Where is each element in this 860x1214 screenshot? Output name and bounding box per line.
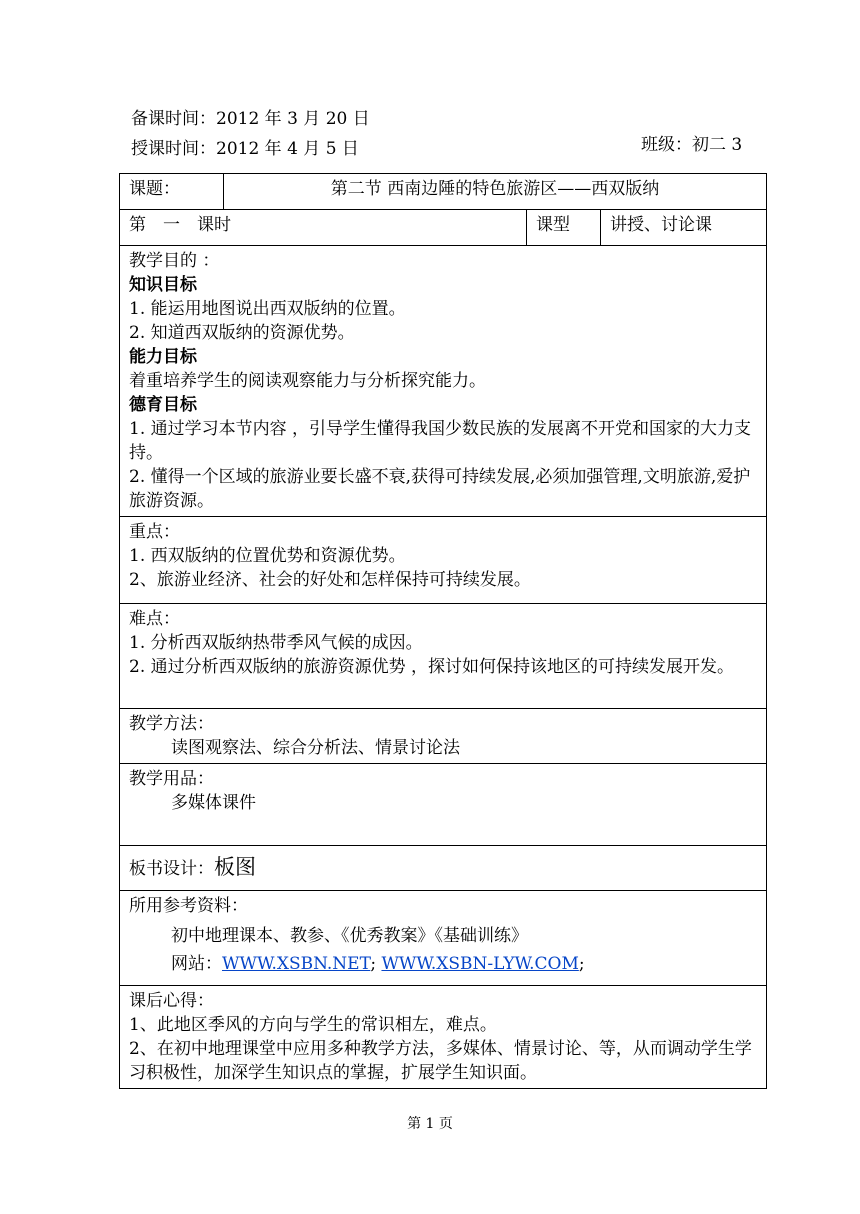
difficulties-heading: 难点： <box>129 609 180 629</box>
key-points-heading: 重点： <box>129 522 180 542</box>
key-points-section <box>120 517 767 604</box>
difficulty-item: 2. 通过分析西双版纳的旅游资源优势 ，探讨如何保持该地区的可持续发展开发。 <box>129 657 735 677</box>
topic-title: 第二节 西南边陲的特色旅游区——西双版纳 <box>224 174 767 210</box>
lesson-plan-table <box>119 173 767 1089</box>
board-value: 板图 <box>214 855 256 879</box>
lesson-number: 第 一 课时 <box>120 210 527 246</box>
website-link-xsbn-lyw[interactable]: WWW.XSBN-LYW.COM <box>381 954 579 974</box>
reflection-item: 2、在初中地理课堂中应用多种教学方法，多媒体、情景讨论、等，从而调动学生学习积极性，加深学生知识点的掌握，扩展学生知识面。 <box>129 1039 752 1083</box>
topic-label: 课题： <box>120 174 224 210</box>
difficulties-section <box>120 604 767 709</box>
references-websites <box>129 952 757 976</box>
prep-date: 备课时间：2012 年 3 月 20 日 <box>131 109 370 129</box>
methods-section <box>120 709 767 764</box>
ability-heading: 能力目标 <box>129 347 197 367</box>
website-separator: ; <box>370 954 382 974</box>
references-section <box>120 891 767 986</box>
references-heading: 所用参考资料： <box>129 896 248 916</box>
moral-heading: 德育目标 <box>129 395 197 415</box>
board-section <box>120 846 767 891</box>
knowledge-heading: 知识目标 <box>129 275 197 295</box>
class-label: 班级：初二 3 <box>641 135 743 155</box>
tools-heading: 教学用品： <box>129 769 214 789</box>
ability-item: 着重培养学生的阅读观察能力与分析探究能力。 <box>129 371 486 391</box>
page-number: 第 1 页 <box>407 1116 453 1132</box>
tools-section <box>120 764 767 846</box>
lesson-type-label: 课型 <box>527 210 601 246</box>
website-tail: ; <box>578 954 585 974</box>
methods-value: 读图观察法、综合分析法、情景讨论法 <box>171 738 460 758</box>
moral-item: 1. 通过学习本节内容 ，引导学生懂得我国少数民族的发展离不开党和国家的大力支持。 <box>129 419 752 463</box>
objectives-heading: 教学目的 ： <box>129 251 220 271</box>
reflection-section <box>120 986 767 1089</box>
key-point-item: 2、旅游业经济、社会的好处和怎样保持可持续发展。 <box>129 570 531 590</box>
methods-heading: 教学方法： <box>129 714 214 734</box>
knowledge-item: 1. 能运用地图说出西双版纳的位置。 <box>129 299 406 319</box>
tools-value: 多媒体课件 <box>171 793 256 813</box>
lesson-type-value: 讲授、讨论课 <box>601 210 767 246</box>
key-point-item: 1. 西双版纳的位置优势和资源优势。 <box>129 546 406 566</box>
references-books: 初中地理课本、教参、《优秀教案》《基础训练》 <box>171 926 528 946</box>
reflection-item: 1、此地区季风的方向与学生的常识相左，难点。 <box>129 1015 497 1035</box>
difficulty-item: 1. 分析西双版纳热带季风气候的成因。 <box>129 633 423 653</box>
board-label: 板书设计： <box>129 859 214 879</box>
reflection-heading: 课后心得： <box>129 991 214 1011</box>
objectives-section <box>120 246 767 517</box>
moral-item: 2. 懂得一个区域的旅游业要长盛不衰,获得可持续发展,必须加强管理,文明旅游,爱护旅游资源。 <box>129 467 751 511</box>
teach-date: 授课时间：2012 年 4 月 5 日 <box>131 139 359 159</box>
websites-label: 网站： <box>171 954 222 974</box>
website-link-xsbn[interactable]: WWW.XSBN.NET <box>222 954 371 974</box>
knowledge-item: 2. 知道西双版纳的资源优势。 <box>129 323 355 343</box>
